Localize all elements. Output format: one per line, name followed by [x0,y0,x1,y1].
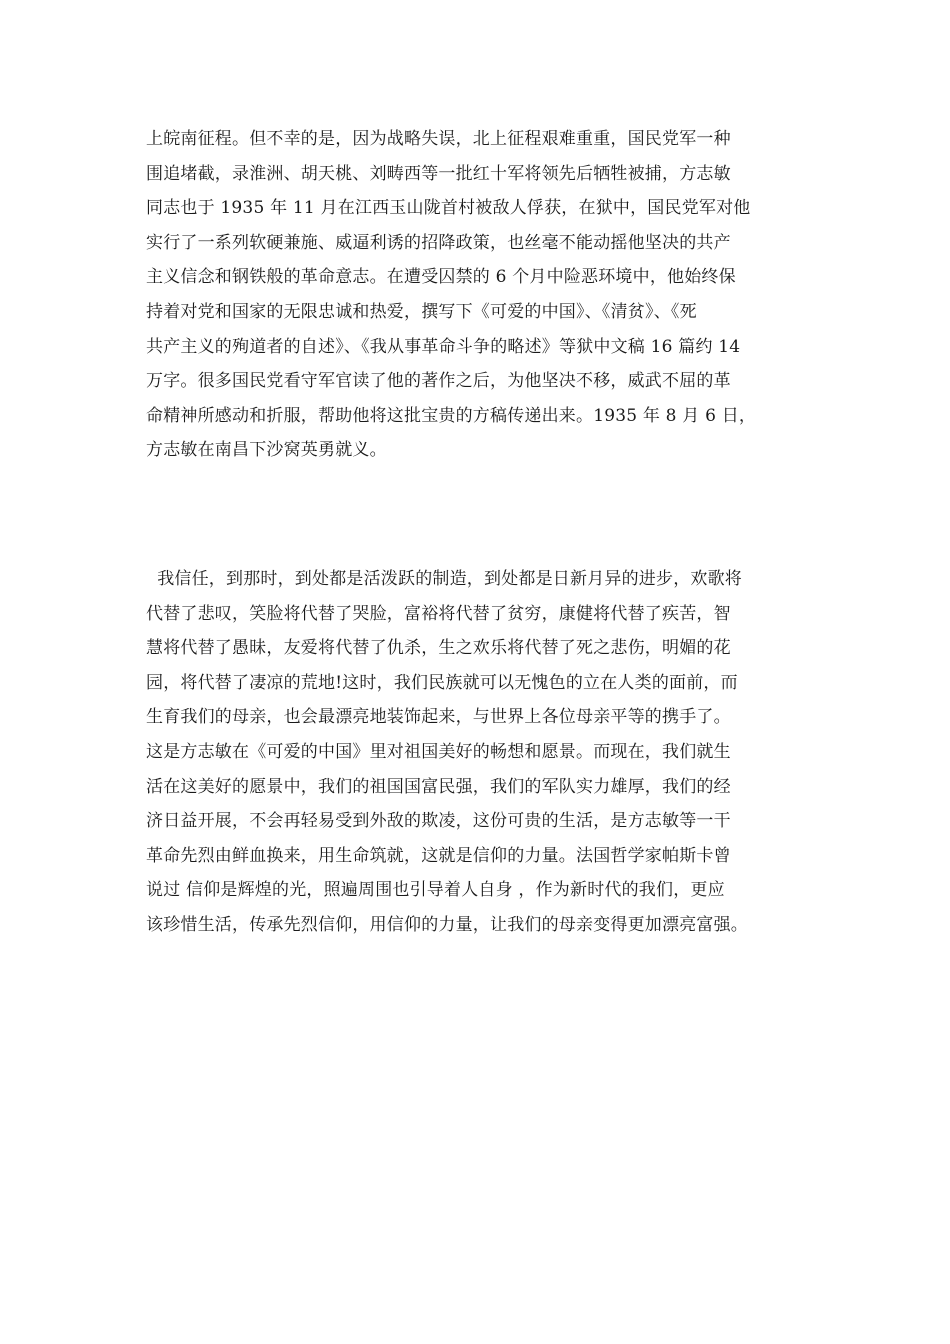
text-line: 活在这美好的愿景中，我们的祖国国富民强，我们的军队实力雄厚，我们的经 [146,776,731,797]
text-line: 持着对党和国家的无限忠诚和热爱，撰写下《可爱的中国》、《清贫》、《死 [146,301,697,322]
text-line: 主义信念和钢铁般的革命意志。在遭受囚禁的 6 个月中险恶环境中，他始终保 [146,267,736,288]
text-line: 慧将代替了愚昧，友爱将代替了仇杀，生之欢乐将代替了死之悲伤，明媚的花 [146,638,731,659]
text-line: 同志也于 1935 年 11 月在江西玉山陇首村被敌人俘获，在狱中，国民党军对他 [146,198,751,219]
text-line: 革命先烈由鲜血换来，用生命筑就，这就是信仰的力量。法国哲学家帕斯卡曾 [146,845,731,866]
text-line: 这是方志敏在《可爱的中国》里对祖国美好的畅想和愿景。而现在，我们就生 [146,741,731,762]
text-line: 围追堵截，录淮洲、胡天桃、刘畴西等一批红十军将领先后牺牲被捕，方志敏 [146,163,731,184]
text-line: 我信任，到那时，到处都是活泼跃的制造，到处都是日新月异的进步，欢歌将 [146,569,743,589]
text-line: 园，将代替了凄凉的荒地!这时，我们民族就可以无愧色的立在人类的面前，而 [146,672,738,693]
text-line: 共产主义的殉道者的自述》、《我从事革命斗争的略述》等狱中文稿 16 篇约 14 [146,336,741,357]
text-line: 命精神所感动和折服，帮助他将这批宝贵的方稿传递出来。1935 年 8 月 6 日， [146,405,757,426]
text-line: 该珍惜生活，传承先烈信仰，用信仰的力量，让我们的母亲变得更加漂亮富强。 [146,914,748,935]
text-line: 生育我们的母亲，也会最漂亮地装饰起来，与世界上各位母亲平等的携手了。 [146,707,731,728]
text-line: 代替了悲叹，笑脸将代替了哭脸，富裕将代替了贫穷，康健将代替了疾苦，智 [146,603,731,624]
text-line: 说过 信仰是辉煌的光，照遍周围也引导着人自身 ，作为新时代的我们，更应 [146,880,725,901]
paragraph-1 [146,122,846,468]
text-line: 实行了一系列软硬兼施、威逼利诱的招降政策，也丝毫不能动摇他坚决的共产 [146,232,731,253]
paragraph-2 [146,562,846,943]
text-line: 万字。很多国民党看守军官读了他的著作之后，为他坚决不移，威武不屈的革 [146,371,731,392]
text-line: 方志敏在南昌下沙窝英勇就义。 [146,440,387,461]
text-line: 上皖南征程。但不幸的是，因为战略失误，北上征程艰难重重，国民党军一种 [146,129,731,149]
text-line: 济日益开展，不会再轻易受到外敌的欺凌，这份可贵的生活，是方志敏等一干 [146,811,731,832]
